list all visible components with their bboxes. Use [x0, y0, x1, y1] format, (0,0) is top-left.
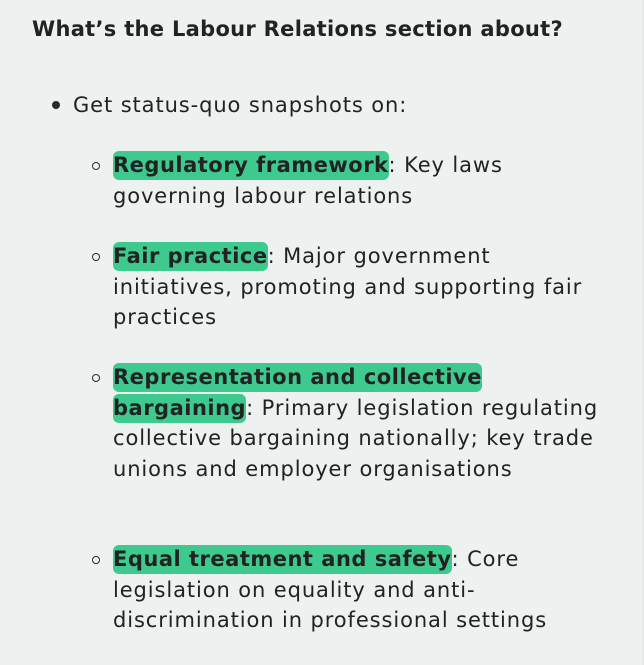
main-bullet [52, 93, 407, 117]
term-description: : Key laws governing labour relations [113, 153, 503, 208]
term-description: : Core legislation on equality and anti-discrimination in professional settings [113, 547, 548, 632]
circle-bullet-icon [92, 162, 100, 170]
main-bullet-text: Get status-quo snapshots on: [73, 93, 408, 117]
subitem-text [113, 362, 603, 484]
bullet-disc-icon [52, 101, 60, 109]
circle-bullet-icon [92, 253, 100, 261]
circle-bullet-icon [92, 374, 100, 382]
subitem-text [113, 544, 603, 636]
term-description: : Major government initiatives, promoting and supporting fair practices [113, 244, 583, 329]
subitem-text [113, 150, 603, 211]
circle-bullet-icon [92, 556, 100, 564]
highlighted-term: Equal treatment and safety [113, 545, 452, 574]
term-description: : Primary legislation regulating collective bargaining nationally; key trade unions and employer organisations [113, 395, 599, 481]
highlighted-term: Representation and collective bargaining [113, 363, 482, 423]
section-title: What’s the Labour Relations section about? [32, 17, 564, 41]
highlighted-term: Fair practice [113, 242, 268, 271]
subitem-text [113, 241, 603, 333]
highlighted-term: Regulatory framework [113, 151, 389, 180]
